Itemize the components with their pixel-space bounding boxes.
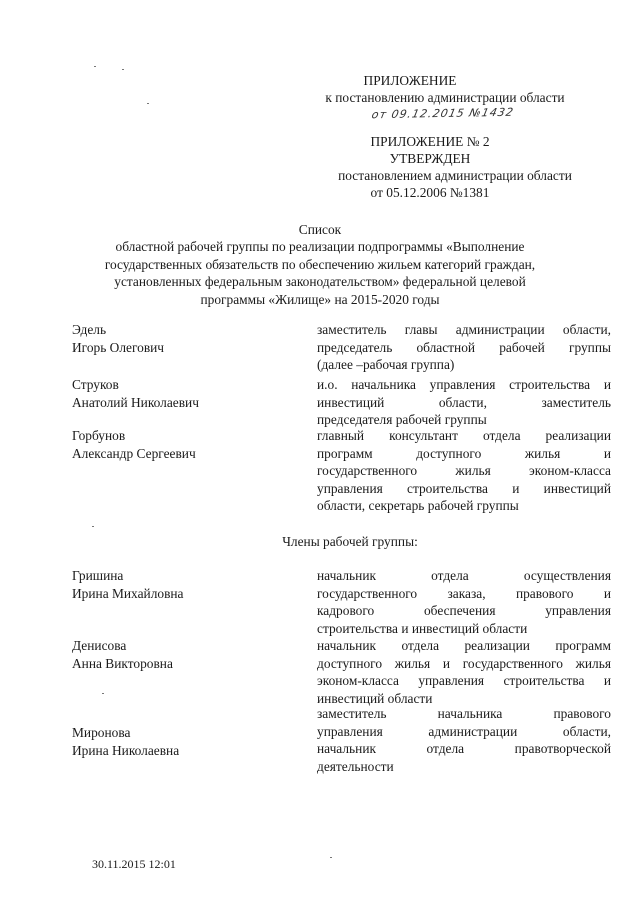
role-line: области, секретарь рабочей группы <box>317 498 519 513</box>
person-role <box>317 376 611 429</box>
person-given-names: Анатолий Николаевич <box>72 394 199 410</box>
person-surname: Эдель <box>72 322 107 337</box>
role-line: управления администрации области, <box>317 723 611 739</box>
approved-date: от 05.12.2006 №1381 <box>370 185 490 200</box>
appendix-1-reference: к постановлению администрации области <box>325 90 565 105</box>
person-given-names: Ирина Михайловна <box>72 585 184 601</box>
person-surname: Миронова <box>72 725 131 740</box>
role-line: программ доступного жилья и <box>317 445 611 461</box>
members-heading: Члены рабочей группы: <box>282 534 418 549</box>
scan-speck <box>94 66 96 67</box>
document-heading: Список <box>298 222 342 237</box>
person-surname: Струков <box>72 377 119 392</box>
person-given-names: Игорь Олегович <box>72 339 165 355</box>
role-line: деятельности <box>317 758 394 774</box>
person-surname: Денисова <box>72 638 127 653</box>
person-role <box>317 705 611 775</box>
scan-speck <box>147 103 149 104</box>
approved-by: постановлением администрации области <box>338 168 572 183</box>
title-line: установленных федеральным законодательством» федеральной целевой <box>114 274 526 289</box>
print-timestamp: 30.11.2015 12:01 <box>92 857 176 871</box>
title-line: областной рабочей группы по реализации подпрограммы «Выполнение <box>115 239 525 254</box>
role-line: государственного заказа, правового и <box>317 585 611 601</box>
person-role <box>317 567 611 637</box>
role-line: эконом-класса управления строительства и <box>317 673 611 688</box>
person-given-names: Александр Сергеевич <box>72 445 196 461</box>
person-name <box>72 376 199 411</box>
title-line: программы «Жилище» на 2015-2020 годы <box>200 291 440 307</box>
document-title <box>60 238 580 308</box>
role-line: начальник отдела реализации программ <box>317 638 611 653</box>
person-given-names: Анна Викторовна <box>72 655 173 671</box>
person-name <box>72 427 196 462</box>
role-line: заместитель главы администрации области, <box>317 322 611 337</box>
role-line: кадрового обеспечения управления <box>317 603 611 618</box>
person-name <box>72 637 173 672</box>
person-given-names: Ирина Николаевна <box>72 742 180 758</box>
person-surname: Горбунов <box>72 428 126 443</box>
title-line: государственных обязательств по обеспечению жильем категорий граждан, <box>104 256 536 272</box>
role-line: инвестиций области, заместитель <box>317 394 611 410</box>
person-surname: Гришина <box>72 568 124 583</box>
scan-speck <box>330 857 332 858</box>
role-line: председателя рабочей группы <box>317 412 487 427</box>
scan-speck <box>92 526 94 527</box>
appendix-2-title: ПРИЛОЖЕНИЕ № 2 <box>370 134 490 149</box>
role-line: начальник отдела осуществления <box>317 568 611 583</box>
person-role <box>317 637 611 707</box>
role-line: управления строительства и инвестиций <box>317 480 611 496</box>
role-line: начальник отдела правотворческой <box>317 741 611 756</box>
role-line: (далее –рабочая группа) <box>317 357 455 372</box>
scan-speck <box>102 693 104 694</box>
person-role <box>317 321 611 374</box>
appendix-1-title: ПРИЛОЖЕНИЕ <box>363 73 457 88</box>
person-name <box>72 567 184 602</box>
scan-speck <box>122 69 124 70</box>
role-line: доступного жилья и государственного жилья <box>317 655 611 671</box>
role-line: председатель областной рабочей группы <box>317 339 611 355</box>
person-role <box>317 427 611 515</box>
person-name <box>72 321 164 356</box>
person-name <box>72 724 179 759</box>
role-line: заместитель начальника правового <box>317 706 611 721</box>
approved-label: УТВЕРЖДЕН <box>389 151 471 166</box>
role-line: строительства и инвестиций области <box>317 620 528 636</box>
role-line: государственного жилья эконом-класса <box>317 463 611 478</box>
role-line: инвестиций области <box>317 690 433 706</box>
role-line: главный консультант отдела реализации <box>317 428 611 443</box>
appendix-1-handwritten-date: от 09.12.2015 №1432 <box>370 105 516 122</box>
role-line: и.о. начальника управления строительства и <box>317 377 611 392</box>
